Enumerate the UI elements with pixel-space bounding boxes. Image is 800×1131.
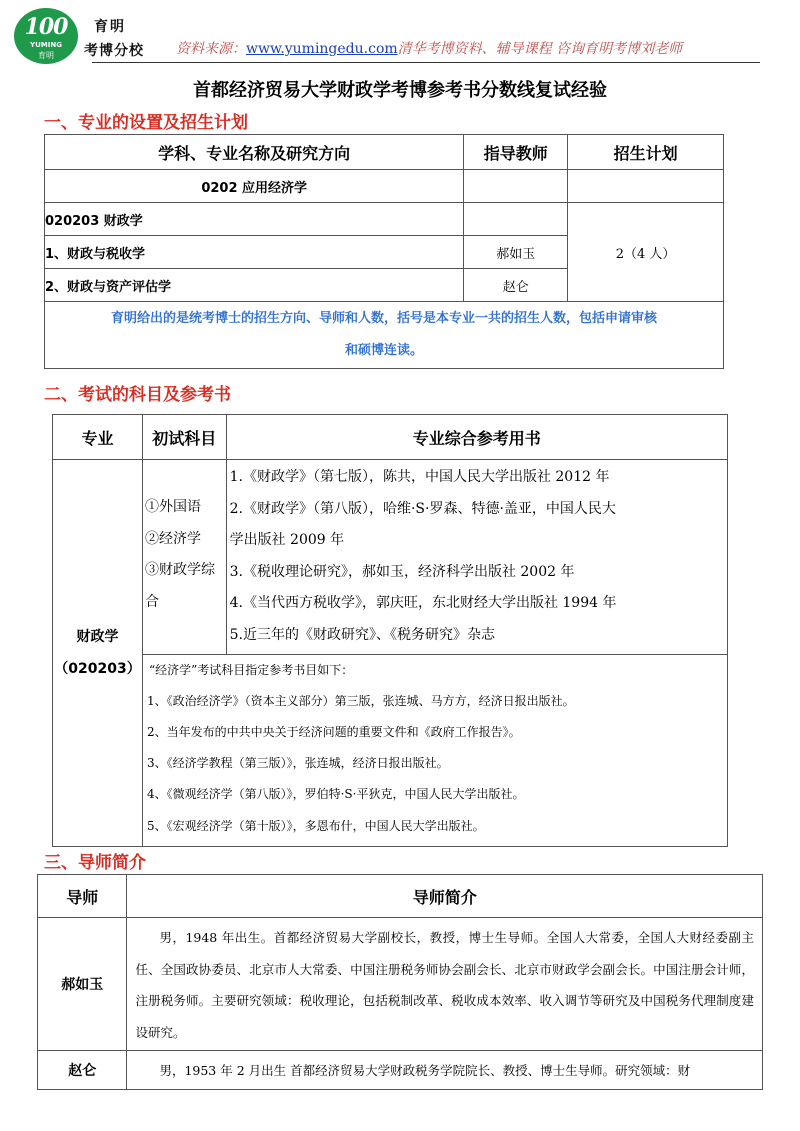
major-name: 财政学 xyxy=(76,628,119,645)
logo-chinese: 育明 xyxy=(38,51,54,60)
section-1-heading: 一、专业的设置及招生计划 xyxy=(44,113,248,133)
enrollment-note xyxy=(45,302,724,369)
section-2-heading: 二、考试的科目及参考书 xyxy=(44,385,231,405)
header-major: 专业 xyxy=(53,415,143,460)
note-line-2: 和硕博连读。 xyxy=(344,343,423,358)
book-3: 3.《税收理论研究》，郝如玉，经济科学出版社 2002 年 xyxy=(229,563,575,580)
book-5: 5.近三年的《财政研究》、《税务研究》杂志 xyxy=(229,626,495,643)
header-subjects: 初试科目 xyxy=(142,415,226,460)
header-books: 专业综合参考用书 xyxy=(226,415,727,460)
advisor-table xyxy=(37,874,763,1090)
header-discipline: 学科、专业名称及研究方向 xyxy=(45,135,464,170)
brand-line-1: 育明 xyxy=(94,19,126,35)
yuming-logo xyxy=(14,8,78,64)
enrollment-table xyxy=(44,134,724,369)
books-cell xyxy=(226,460,727,655)
discipline-code: 0202 应用经济学 xyxy=(45,170,464,203)
header-plan: 招生计划 xyxy=(568,135,724,170)
source-line xyxy=(176,38,682,58)
advisor-1: 郝如玉 xyxy=(464,236,568,269)
econ-book-5: 5、《宏观经济学（第十版）》，多恩布什，中国人民大学出版社。 xyxy=(146,818,485,833)
major-cell xyxy=(53,460,143,847)
advisor-bio: 男，1948 年出生。首都经济贸易大学副校长，教授，博士生导师。全国人大常委，全国人大财经委副主任、全国政协委员、北京市人大常委、中国注册税务师协会副会长、北京市财政学会副会长。中国注册会计师，注册税务师。主要研究领域：税收理论，包括税制改革、税收成本效率、收入调节等研究及中国税务代理制度建设研究。 xyxy=(127,918,763,1051)
empty-cell xyxy=(568,170,724,203)
subject-3-cont: 合 xyxy=(144,593,159,610)
header-advisor: 指导教师 xyxy=(464,135,568,170)
subject-2: ②经济学 xyxy=(144,530,201,547)
page-title: 首都经济贸易大学财政学考博参考书分数线复试经验 xyxy=(193,80,607,101)
brand-line-2: 考博分校 xyxy=(84,43,144,59)
book-1: 1.《财政学》（第七版），陈共，中国人民大学出版社 2012 年 xyxy=(229,469,610,485)
subject-1: ①外国语 xyxy=(144,499,201,515)
empty-cell xyxy=(464,203,568,236)
note-line-1: 育明给出的是统考博士的招生方向、导师和人数，括号是本专业一共的招生人数，包括申请审核 xyxy=(110,311,657,326)
book-4: 4.《当代西方税收学》，郭庆旺，东北财经大学出版社 1994 年 xyxy=(229,595,617,612)
logo-english: YUMING xyxy=(30,41,62,49)
econ-books-intro: “经济学”考试科目指定参考书目如下： xyxy=(148,662,354,677)
advisor-2: 赵仑 xyxy=(464,269,568,302)
section-3-heading: 三、导师简介 xyxy=(44,853,146,873)
advisor-name: 郝如玉 xyxy=(38,918,127,1051)
brand-name xyxy=(84,16,144,60)
subjects-cell xyxy=(142,460,226,655)
exam-table xyxy=(52,414,728,847)
major-code: 020203 财政学 xyxy=(45,203,464,236)
major-code: （020203） xyxy=(54,660,141,677)
page-header xyxy=(0,0,800,72)
econ-book-3: 3、《经济学教程（第三版）》，张连城，经济日报出版社。 xyxy=(146,756,449,771)
advisor-bio: 男，1953 年 2 月出生 首都经济贸易大学财政税务学院院长、教授、博士生导师。研究领域：财 xyxy=(127,1051,763,1090)
direction-1: 1、财政与税收学 xyxy=(45,236,464,269)
empty-cell xyxy=(464,170,568,203)
econ-books-cell xyxy=(142,654,727,846)
book-2-cont: 学出版社 2009 年 xyxy=(229,532,345,549)
logo-number: 100 xyxy=(24,14,68,40)
source-suffix: 清华考博资料、辅导课程 咨询育明考博刘老师 xyxy=(397,41,683,57)
direction-2: 2、财政与资产评估学 xyxy=(45,269,464,302)
enrollment-plan: 2（4 人） xyxy=(568,203,724,302)
header-advisor-bio: 导师简介 xyxy=(127,875,763,918)
econ-book-1: 1、《政治经济学》（资本主义部分）第三版，张连城、马方方，经济日报出版社。 xyxy=(146,693,575,708)
advisor-name: 赵仑 xyxy=(38,1051,127,1090)
book-2: 2.《财政学》（第八版），哈维·S·罗森、特德·盖亚，中国人民大 xyxy=(229,500,616,517)
source-url-link[interactable]: www.yumingedu.com xyxy=(246,41,398,57)
subject-3: ③财政学综 xyxy=(144,562,215,579)
header-advisor-name: 导师 xyxy=(38,875,127,918)
econ-book-4: 4、《微观经济学（第八版）》，罗伯特·S·平狄克，中国人民大学出版社。 xyxy=(146,787,525,802)
source-prefix: 资料来源： xyxy=(176,41,246,57)
econ-book-2: 2、当年发布的中共中央关于经济问题的重要文件和《政府工作报告》。 xyxy=(146,724,521,739)
header-divider xyxy=(92,62,760,63)
